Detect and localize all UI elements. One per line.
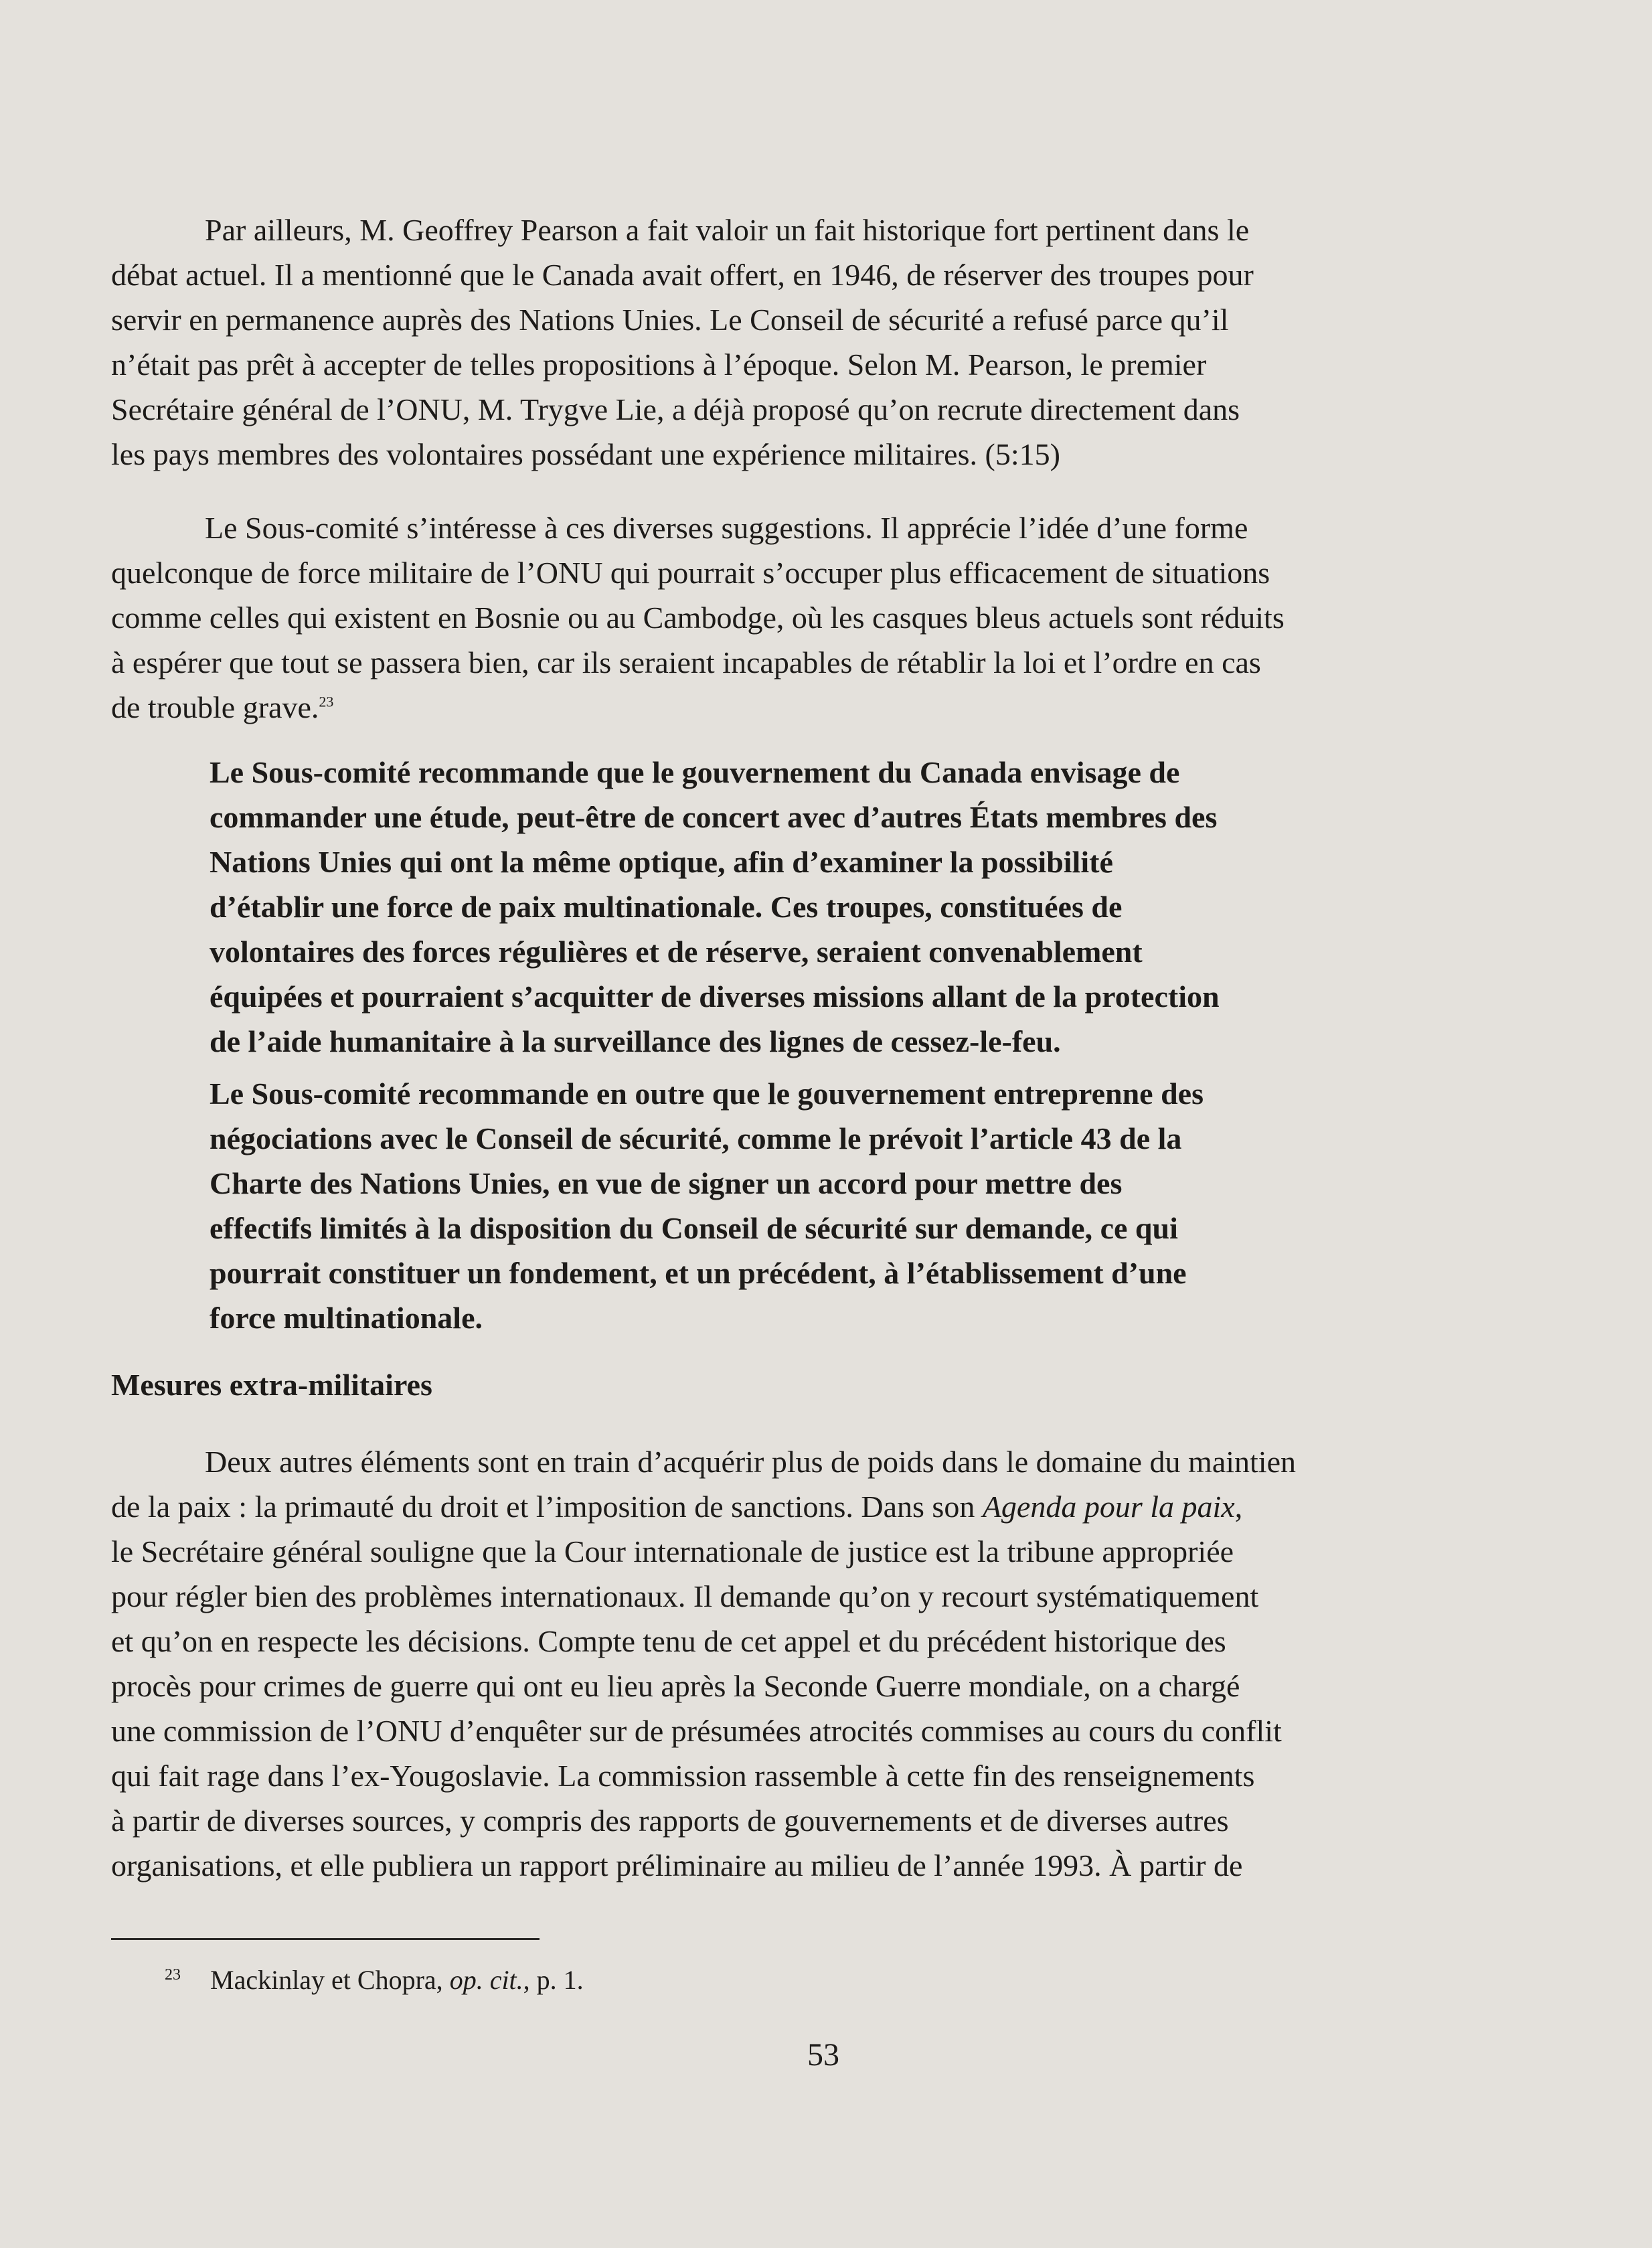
section-heading: Mesures extra-militaires (111, 1368, 432, 1402)
text-line: Le Sous-comité s’intéresse à ces diverses suggestions. Il apprécie l’idée d’une forme (205, 511, 1248, 545)
text-line: pourrait constituer un fondement, et un précédent, à l’établissement d’une (210, 1256, 1187, 1290)
text-line: de l’aide humanitaire à la surveillance des lignes de cessez-le-feu. (210, 1024, 1061, 1058)
text-fragment: , p. 1. (523, 1965, 584, 1995)
text-line-last (111, 685, 1474, 730)
text-line: et qu’on en respecte les décisions. Compte tenu de cet appel et du précédent historique des (111, 1624, 1226, 1658)
text-fragment: Mackinlay et Chopra, (210, 1965, 450, 1995)
text-line: organisations, et elle publiera un rapport préliminaire au milieu de l’année 1993. À partir de (111, 1848, 1243, 1882)
italic-title: Agenda pour la paix (982, 1490, 1235, 1524)
text-line: n’était pas prêt à accepter de telles propositions à l’époque. Selon M. Pearson, le premier (111, 347, 1207, 382)
text-line: Par ailleurs, M. Geoffrey Pearson a fait valoir un fait historique fort pertinent dans le (205, 213, 1250, 247)
text-line: commander une étude, peut-être de concert avec d’autres États membres des (210, 800, 1218, 834)
paragraph-subcommittee-interest (111, 505, 1474, 730)
text-line: d’établir une force de paix multinationale. Ces troupes, constituées de (210, 890, 1123, 924)
text-line: servir en permanence auprès des Nations Unies. Le Conseil de sécurité a refusé parce qu’il (111, 303, 1229, 337)
text-line: à partir de diverses sources, y compris des rapports de gouvernements et de diverses autres (111, 1803, 1229, 1838)
footnote-separator (111, 1938, 540, 1940)
text-fragment: de la paix : la primauté du droit et l’imposition de sanctions. Dans son (111, 1490, 983, 1524)
text-line: Deux autres éléments sont en train d’acquérir plus de poids dans le domaine du maintien (205, 1445, 1296, 1479)
text-line: force multinationale. (210, 1301, 483, 1335)
recommendation-negotiations (210, 1071, 1379, 1340)
text-fragment: de trouble grave. (111, 690, 319, 724)
text-line: équipées et pourraient s’acquitter de diverses missions allant de la protection (210, 979, 1220, 1014)
text-line: Charte des Nations Unies, en vue de signer un accord pour mettre des (210, 1166, 1123, 1200)
text-line: les pays membres des volontaires possédant une expérience militaires. (5:15) (111, 437, 1060, 471)
footnote-number: 23 (165, 1966, 181, 1984)
text-line: le Secrétaire général souligne que la Cour internationale de justice est la tribune appropriée (111, 1534, 1234, 1569)
text-line: quelconque de force militaire de l’ONU qui pourrait s’occuper plus efficacement de situations (111, 556, 1270, 590)
text-line: qui fait rage dans l’ex-Yougoslavie. La commission rassemble à cette fin des renseignements (111, 1759, 1255, 1793)
text-line: négociations avec le Conseil de sécurité, comme le prévoit l’article 43 de la (210, 1121, 1182, 1155)
recommendation-study (210, 750, 1379, 1064)
text-line: Nations Unies qui ont la même optique, afin d’examiner la possibilité (210, 845, 1113, 879)
text-line: à espérer que tout se passera bien, car ils seraient incapables de rétablir la loi et l’ordre en cas (111, 645, 1261, 679)
footnote-reference: 23 (319, 693, 334, 710)
text-fragment: , (1234, 1490, 1243, 1524)
text-line (111, 1484, 1474, 1529)
text-line: procès pour crimes de guerre qui ont eu lieu après la Seconde Guerre mondiale, on a chargé (111, 1669, 1240, 1703)
text-line: une commission de l’ONU d’enquêter sur de présumées atrocités commises au cours du conflit (111, 1714, 1282, 1748)
text-line: volontaires des forces régulières et de réserve, seraient convenablement (210, 935, 1143, 969)
footnote (165, 1961, 584, 1999)
text-line: pour régler bien des problèmes internationaux. Il demande qu’on y recourt systématiquement (111, 1579, 1259, 1613)
text-line: Le Sous-comité recommande que le gouvernement du Canada envisage de (210, 755, 1180, 789)
text-line: Secrétaire général de l’ONU, M. Trygve Lie, a déjà proposé qu’on recrute directement dans (111, 392, 1240, 426)
page-number: 53 (807, 2037, 839, 2073)
text-line: débat actuel. Il a mentionné que le Canada avait offert, en 1946, de réserver des troupes pour (111, 258, 1254, 292)
italic-citation: op. cit. (449, 1965, 523, 1995)
paragraph-extra-military (111, 1439, 1474, 1888)
text-line: effectifs limités à la disposition du Conseil de sécurité sur demande, ce qui (210, 1211, 1178, 1245)
text-line: comme celles qui existent en Bosnie ou au Cambodge, où les casques bleus actuels sont réduits (111, 600, 1285, 635)
footnote-text (210, 1965, 584, 1995)
text-line: Le Sous-comité recommande en outre que le gouvernement entreprenne des (210, 1076, 1204, 1111)
paragraph-pearson (111, 208, 1474, 477)
